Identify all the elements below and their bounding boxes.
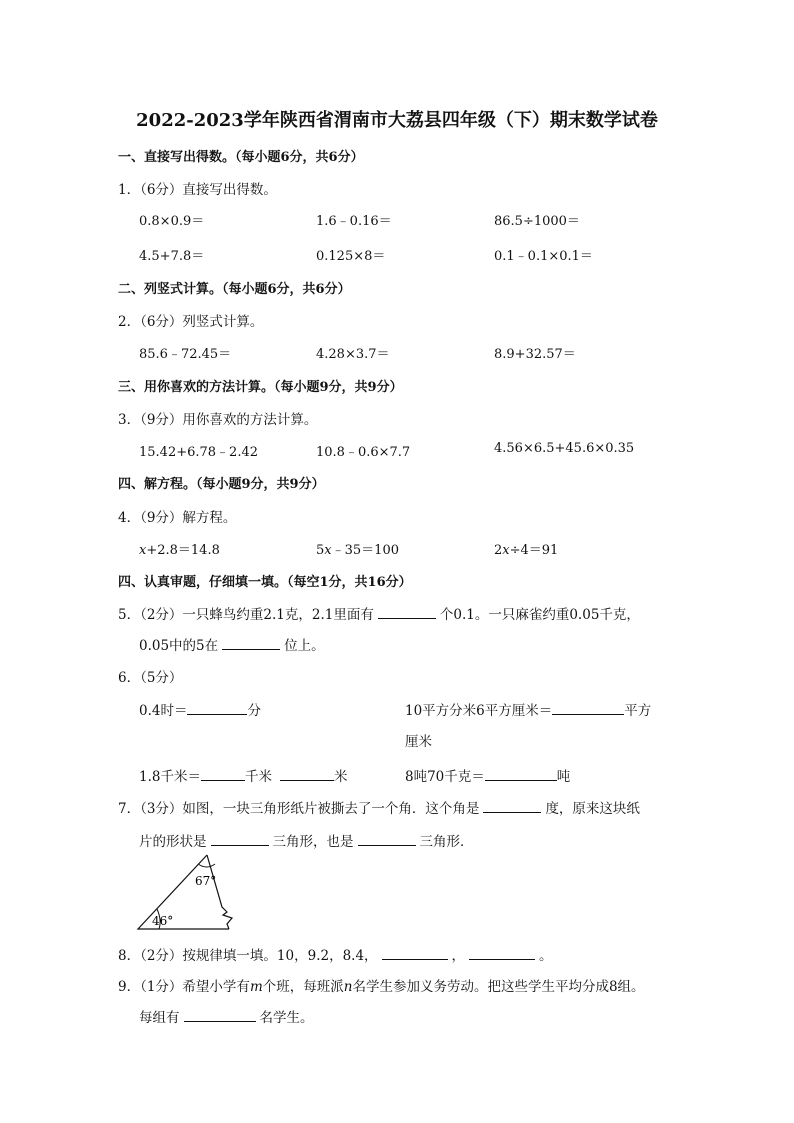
answer-blank[interactable] — [201, 766, 245, 781]
question-3-stem: 3．（9分）用你喜欢的方法计算。 — [118, 412, 318, 428]
question-5-line-2: 0.05中的5在 位上。 — [139, 634, 325, 654]
answer-blank[interactable] — [358, 831, 416, 846]
q6-item-a: 0.4时＝ 分 — [139, 699, 261, 719]
question-2-stem: 2．（6分）列竖式计算。 — [118, 314, 264, 330]
section-heading-5: 四、认真审题，仔细填一填。（每空1分，共16分） — [118, 575, 412, 590]
page-title: 2022-2023学年陕西省渭南市大荔县四年级（下）期末数学试卷 — [136, 110, 658, 131]
section-heading-4: 四、解方程。（每小题9分，共9分） — [118, 477, 325, 492]
question-6-stem: 6．（5分） — [118, 670, 183, 686]
q1-item: 0.125×8＝ — [316, 249, 386, 264]
q1-item: 0.8×0.9＝ — [139, 214, 205, 229]
answer-blank[interactable] — [469, 945, 535, 960]
question-1-stem: 1．（6分）直接写出得数。 — [118, 182, 277, 198]
q6-item-d: 8吨70千克＝ 吨 — [405, 765, 570, 785]
angle-label-top: 67° — [195, 874, 217, 888]
answer-blank[interactable] — [485, 766, 557, 781]
q3-item: 15.42+6.78﹣2.42 — [139, 445, 258, 460]
q2-item: 85.6﹣72.45＝ — [139, 347, 232, 362]
q4-equation-2: 5x﹣35＝100 — [316, 543, 399, 558]
question-9-line-2: 每组有 名学生。 — [139, 1006, 314, 1026]
section-heading-2: 二、列竖式计算。（每小题6分，共6分） — [118, 282, 351, 297]
answer-blank[interactable] — [184, 1007, 256, 1022]
q1-item: 0.1﹣0.1×0.1＝ — [494, 249, 593, 264]
question-4-stem: 4．（9分）解方程。 — [118, 510, 237, 526]
q4-equation-3: 2x÷4＝91 — [494, 543, 559, 558]
q3-item: 10.8﹣0.6×7.7 — [316, 445, 411, 460]
section-heading-1: 一、直接写出得数。（每小题6分，共6分） — [118, 150, 364, 165]
answer-blank[interactable] — [378, 604, 436, 619]
answer-blank[interactable] — [483, 798, 541, 813]
q3-item: 4.56×6.5+45.6×0.35 — [494, 441, 635, 456]
question-5-line-1: 5．（2分）一只蜂鸟约重2.1克，2.1里面有 个0.1。一只麻雀约重0.05千克， — [118, 603, 640, 623]
answer-blank[interactable] — [280, 766, 334, 781]
q6-item-b-unit: 厘米 — [405, 734, 432, 750]
q2-item: 4.28×3.7＝ — [316, 347, 390, 362]
answer-blank[interactable] — [552, 700, 624, 715]
q1-item: 1.6﹣0.16＝ — [316, 214, 392, 229]
section-heading-3: 三、用你喜欢的方法计算。（每小题9分，共9分） — [118, 380, 403, 395]
angle-label-left: 46° — [152, 914, 174, 928]
question-7-line-1: 7．（3分）如图，一块三角形纸片被撕去了一个角．这个角是 度，原来这块纸 — [118, 797, 640, 817]
answer-blank[interactable] — [187, 700, 247, 715]
q1-item: 4.5+7.8＝ — [139, 249, 205, 264]
q6-item-c: 1.8千米＝ 千米 米 — [139, 765, 347, 785]
answer-blank[interactable] — [382, 945, 448, 960]
q1-item: 86.5÷1000＝ — [494, 214, 580, 229]
question-8: 8．（2分）按规律填一填。10，9.2，8.4， ， 。 — [118, 944, 553, 964]
question-9-line-1: 9．（1分）希望小学有m个班，每班派n名学生参加义务劳动。把这些学生平均分成8组。 — [118, 979, 645, 995]
answer-blank[interactable] — [211, 831, 269, 846]
question-7-line-2: 片的形状是 三角形，也是 三角形． — [139, 830, 474, 850]
q2-item: 8.9+32.57＝ — [494, 347, 576, 362]
q6-item-b: 10平方分米6平方厘米＝ 平方 — [405, 699, 651, 719]
q4-equation-1: x+2.8＝14.8 — [139, 543, 220, 558]
torn-triangle-figure — [135, 852, 245, 934]
answer-blank[interactable] — [222, 635, 280, 650]
